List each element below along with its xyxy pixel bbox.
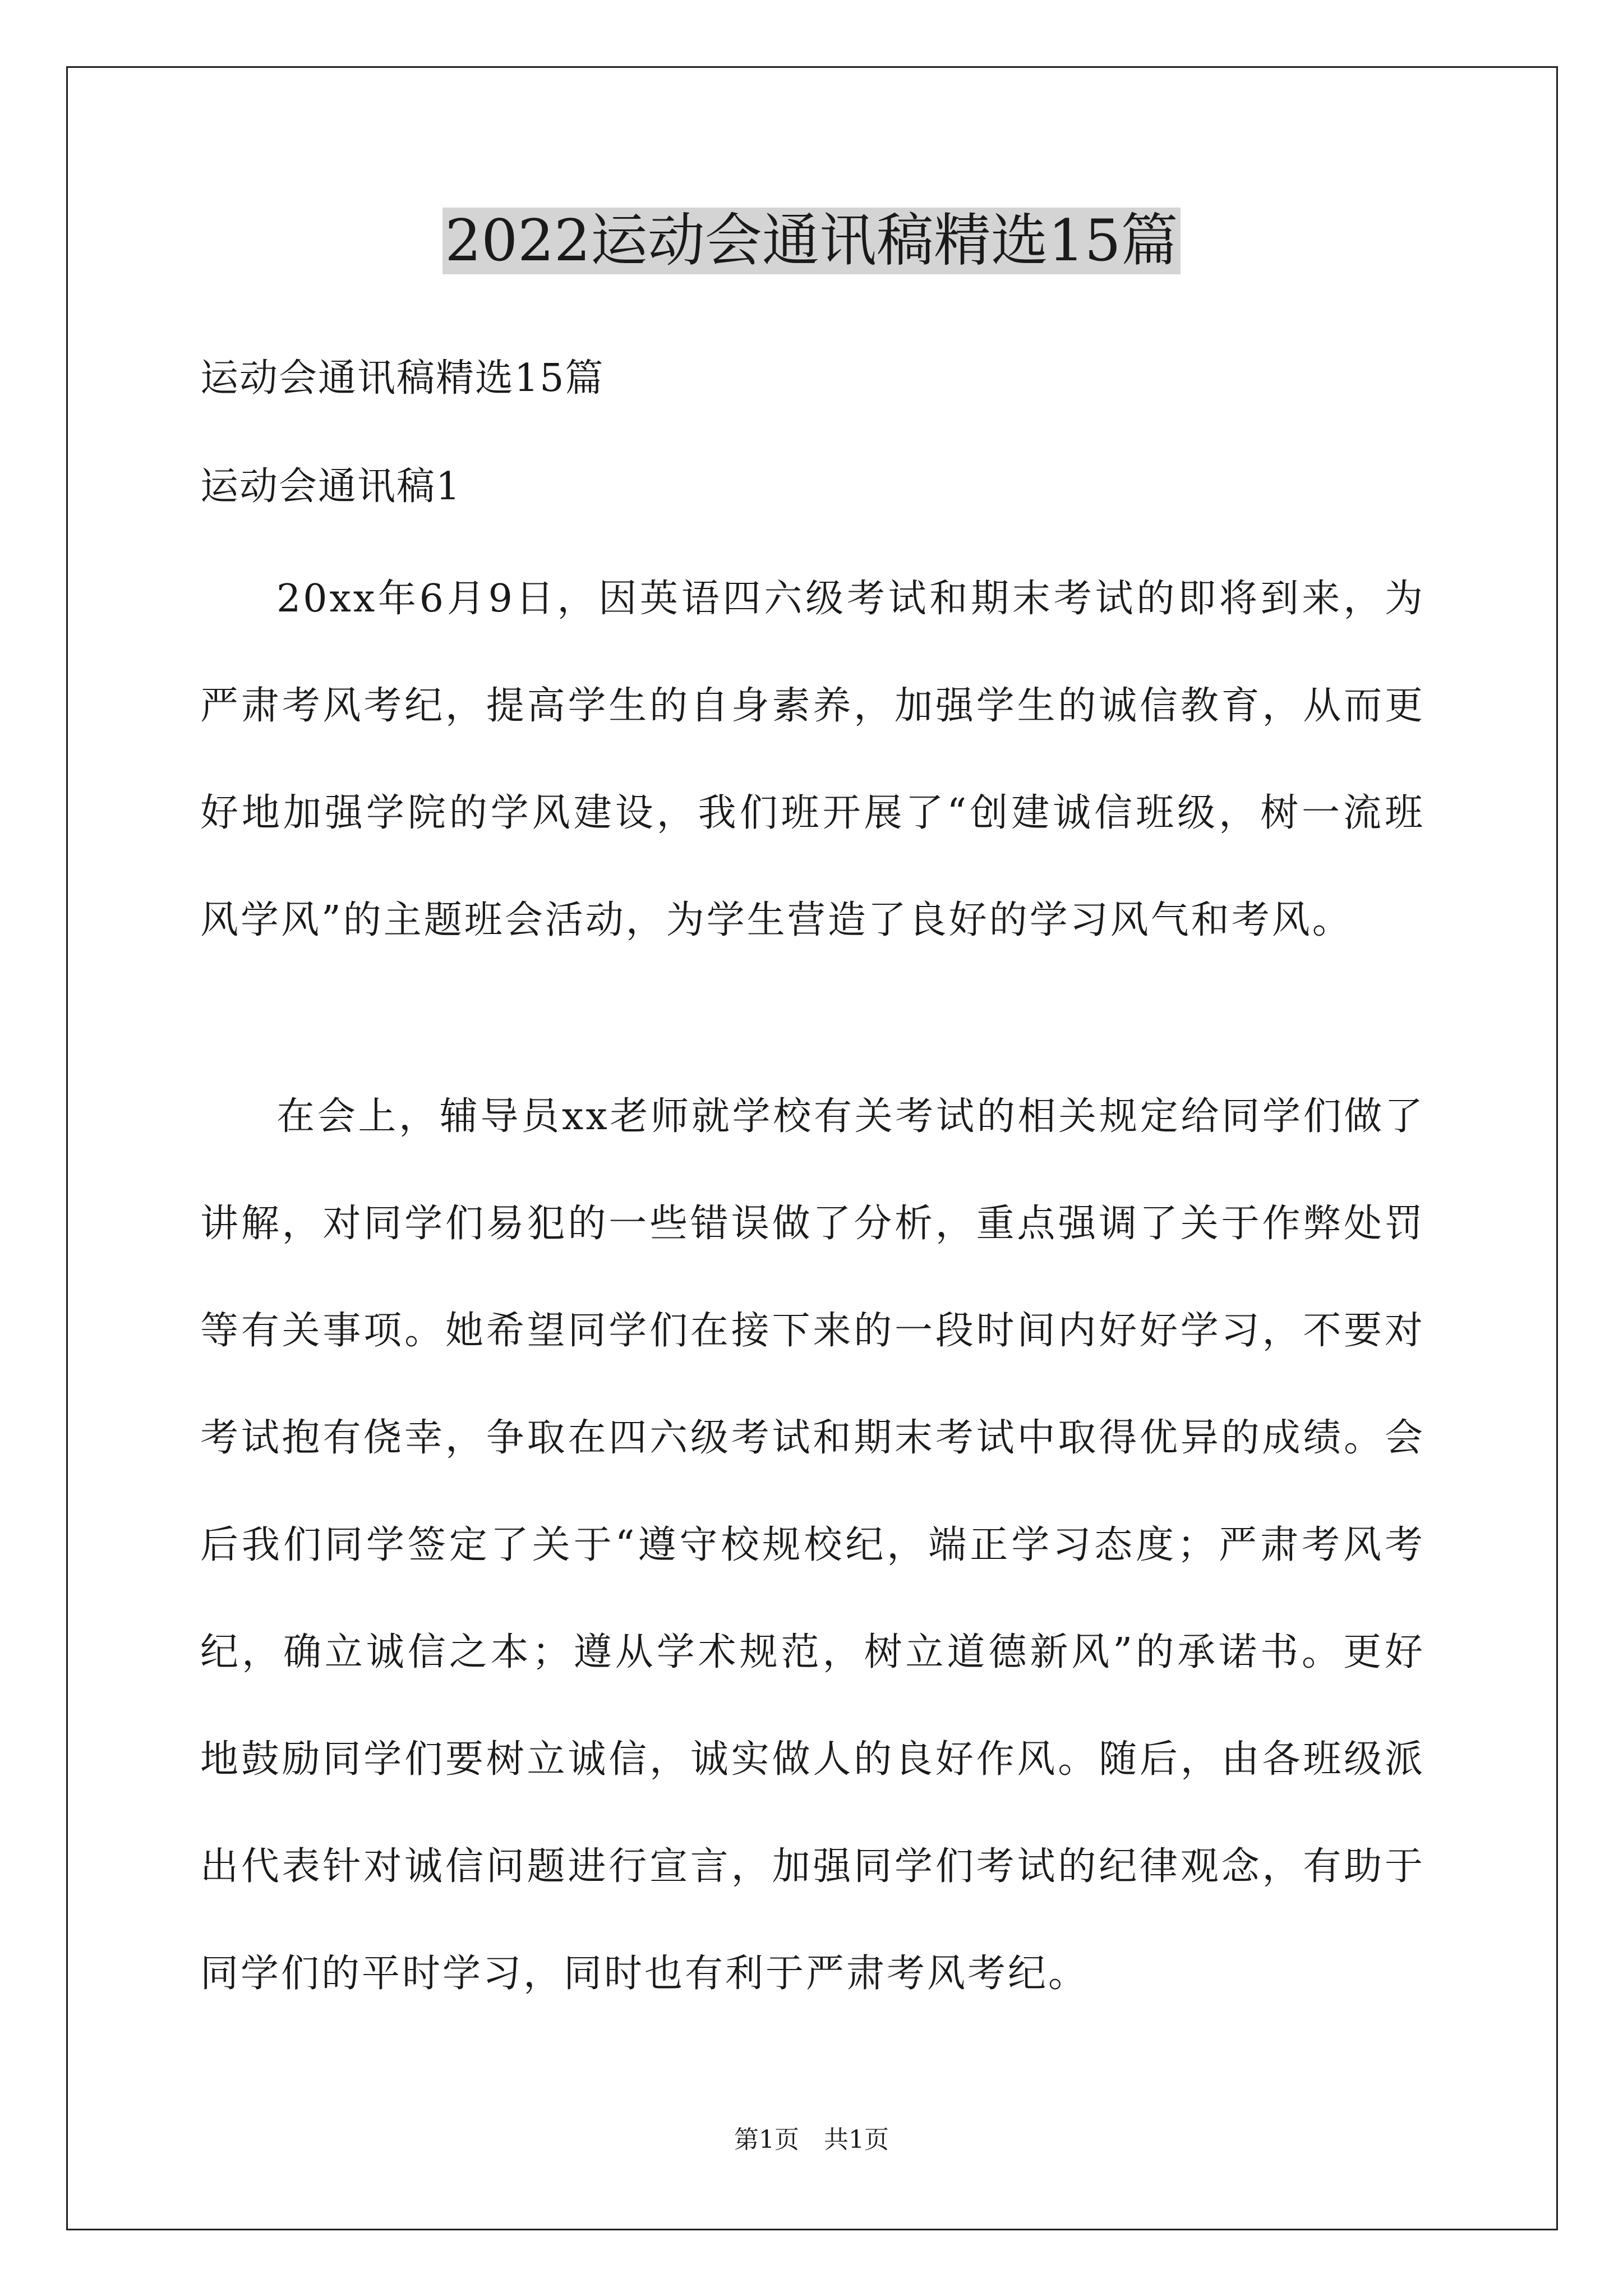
section-heading: 运动会通讯稿1 <box>200 464 462 509</box>
document-title-text: 2022运动会通讯稿精选15篇 <box>442 208 1180 274</box>
paragraph-1: 20xx年6月9日，因英语四六级考试和期末考试的即将到来，为严肃考风考纪，提高学生的自身素养，加强学生的诚信教育，从而更好地加强学院的学风建设，我们班开展了“创建诚信班级，树一流班风学风”的主题班会活动，为学生营造了良好的学习风气和考风。 <box>200 577 1425 942</box>
document-title <box>0 202 1623 280</box>
paragraph-2: 在会上，辅导员xx老师就学校有关考试的相关规定给同学们做了讲解，对同学们易犯的一些错误做了分析，重点强调了关于作弊处罚等有关事项。她希望同学们在接下来的一段时间内好好学习，不要对考试抱有侥幸，争取在四六级考试和期末考试中取得优异的成绩。会后我们同学签定了关于“遵守校规校纪，端正学习态度；严肃考风考纪，确立诚信之本；遵从学术规范，树立道德新风”的承诺书。更好地鼓励同学们要树立诚信，诚实做人的良好作风。随后，由各班级派出代表针对诚信问题进行宣言，加强同学们考试的纪律观念，有助于同学们的平时学习，同时也有利于严肃考风考纪。 <box>200 1094 1425 1996</box>
page-footer: 第1页 共1页 <box>734 2125 889 2154</box>
document-subtitle: 运动会通讯稿精选15篇 <box>200 356 605 401</box>
